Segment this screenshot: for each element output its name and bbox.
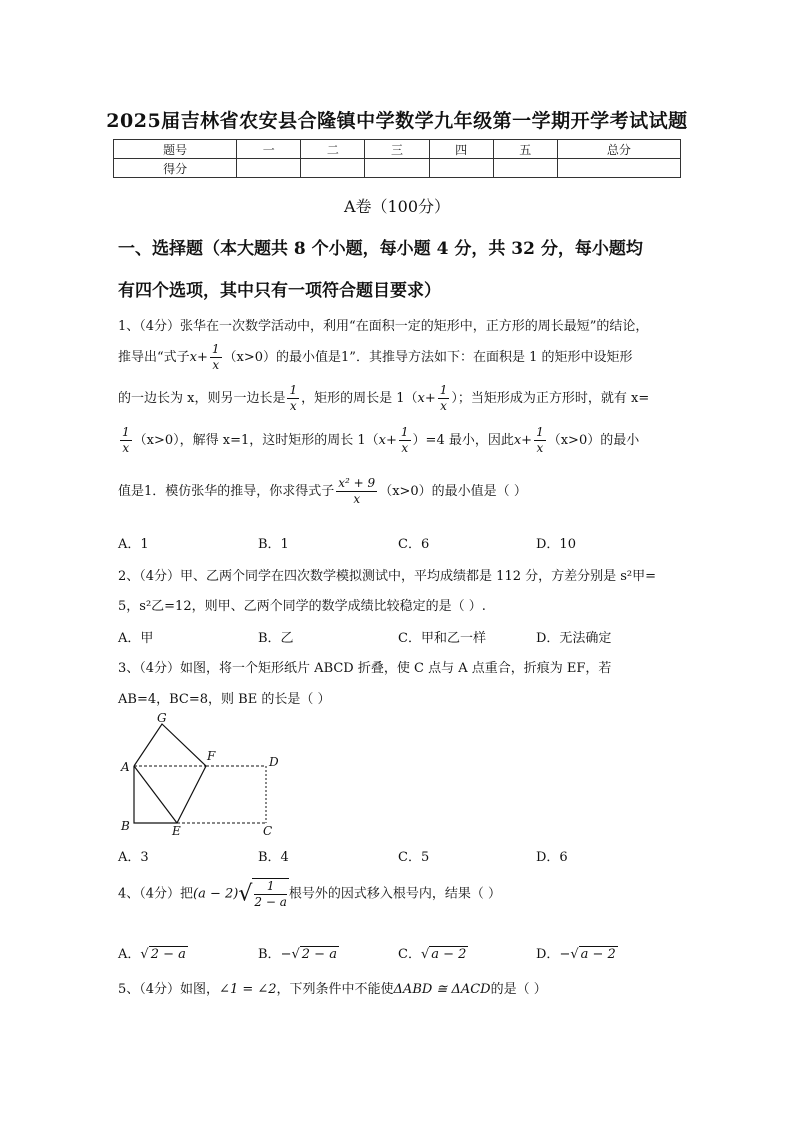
q1-line5: 值是1．模仿张华的推导，你求得式子 $\frac{\text{x² + 9}}{x}$ （x>0）的最小值是（ ） xyxy=(118,476,527,506)
score-cell xyxy=(429,159,493,178)
q1-option-b[interactable]: B．1 xyxy=(258,537,289,552)
fold-pentagon xyxy=(134,724,206,823)
radicand: $\frac{1}{2 - a}$ xyxy=(254,879,287,909)
q4-line: 4、（4分）把(a − 2)√ $\frac{1}{2 - a}$ 根号外的因式移入根号内，结果（ ） xyxy=(118,879,502,909)
q3-option-b[interactable]: B．4 xyxy=(258,850,289,865)
q3-line1: 3、（4分）如图，将一个矩形纸片 ABCD 折叠，使 C 点与 A 点重合，折痕为 EF，若 xyxy=(118,661,612,676)
q3-line2: AB=4，BC=8，则 BE 的长是（ ） xyxy=(118,692,331,707)
q3-option-c[interactable]: C．5 xyxy=(398,850,430,865)
score-cell xyxy=(557,159,680,178)
score-header-cell: 二 xyxy=(301,140,365,159)
q3-fold-figure xyxy=(115,708,295,840)
score-header-cell: 三 xyxy=(365,140,429,159)
q2-option-b[interactable]: B．乙 xyxy=(258,631,294,646)
sqrt-icon: √ xyxy=(140,947,149,962)
label-e: E xyxy=(172,824,181,838)
score-table-header-row xyxy=(114,140,681,159)
q1-line4: $\frac{1}{x}$ （x>0），解得 x=1，这时矩形的周长 1（x+ $\frac{1}{x}$ ）=4 最小，因此x+ $\frac{1}{x}$ （x>0）的最小 xyxy=(122,425,640,455)
label-b: B xyxy=(121,819,130,833)
label-d: D xyxy=(269,755,279,769)
q1-line3: 的一边长为 x，则另一边长是 $\frac{1}{x}$ ，矩形的周长是 1（x+ $\frac{1}{x}$ ）；当矩形成为正方形时，就有 x= xyxy=(118,383,650,413)
score-header-cell: 五 xyxy=(493,140,557,159)
score-header-cell: 题号 xyxy=(114,140,237,159)
score-cell xyxy=(493,159,557,178)
fraction-x2-plus-9-over-x: $\frac{\text{x² + 9}}{x}$ xyxy=(338,476,376,506)
score-header-cell: 总分 xyxy=(557,140,680,159)
q1-line1: 1、（4分）张华在一次数学活动中，利用“在面积一定的矩形中，正方形的周长最短”的结论， xyxy=(118,319,649,334)
label-a: A xyxy=(121,760,130,774)
score-cell xyxy=(365,159,429,178)
sqrt-icon: √ xyxy=(570,947,579,962)
fraction-1-over-x: $\frac{1}{x}$ xyxy=(400,425,409,455)
q1-option-a[interactable]: A．1 xyxy=(118,537,149,552)
q2-line2: 5，s²乙=12，则甲、乙两个同学的数学成绩比较稳定的是（ ）. xyxy=(118,599,486,614)
fraction-1-over-x: $\frac{1}{x}$ xyxy=(122,425,130,455)
q5-line: 5、（4分）如图，∠1 = ∠2，下列条件中不能使ΔABD ≅ ΔACD的是（ ） xyxy=(118,982,547,997)
sqrt-icon: √ xyxy=(291,947,300,962)
q3-option-d[interactable]: D．6 xyxy=(536,850,568,865)
q1-option-d[interactable]: D．10 xyxy=(536,537,576,552)
q2-option-d[interactable]: D．无法确定 xyxy=(536,631,612,646)
q4-option-a[interactable]: A．√ 2 − a xyxy=(118,947,186,962)
fraction-1-over-x: $\frac{1}{x}$ xyxy=(289,383,298,413)
fraction-1-over-x: $\frac{1}{x}$ xyxy=(211,342,220,372)
sqrt-icon: √ xyxy=(420,947,430,962)
q3-option-a[interactable]: A．3 xyxy=(118,850,149,865)
fraction-1-over-x: $\frac{1}{x}$ xyxy=(536,425,544,455)
segment-ae xyxy=(134,766,177,823)
score-table-row xyxy=(114,159,681,178)
radical-sign-icon: √ xyxy=(238,881,253,907)
part1-heading-line2: 有四个选项，其中只有一项符合题目要求） xyxy=(118,281,441,301)
fraction-1-over-x: $\frac{1}{x}$ xyxy=(439,383,448,413)
q2-line1: 2、（4分）甲、乙两个同学在四次数学模拟测试中，平均成绩都是 112 分，方差分别是 s²甲= xyxy=(118,569,657,584)
q4-option-d[interactable]: D．−√ a − 2 xyxy=(536,947,616,962)
q2-option-a[interactable]: A．甲 xyxy=(118,631,154,646)
q1-option-c[interactable]: C．6 xyxy=(398,537,430,552)
score-header-cell: 一 xyxy=(237,140,301,159)
q4-option-b[interactable]: B．−√ 2 − a xyxy=(258,947,337,962)
score-table xyxy=(113,139,681,178)
score-cell xyxy=(237,159,301,178)
score-header-cell: 四 xyxy=(429,140,493,159)
part1-heading-line1: 一、选择题（本大题共 8 个小题，每小题 4 分，共 32 分，每小题均 xyxy=(118,239,643,259)
q1-line2: 推导出“式子x+ $\frac{1}{x}$ （x>0）的最小值是1”．其推导方法如下：在面积是 1 的矩形中设矩形 xyxy=(118,342,633,372)
section-a-heading: A卷（100分） xyxy=(343,197,451,216)
score-row-label: 得分 xyxy=(114,159,237,178)
label-c: C xyxy=(263,824,273,838)
q2-option-c[interactable]: C．甲和乙一样 xyxy=(398,631,486,646)
page-title: 2025届吉林省农安县合隆镇中学数学九年级第一学期开学考试试题 xyxy=(106,110,688,132)
label-g: G xyxy=(157,711,167,725)
score-cell xyxy=(301,159,365,178)
label-f: F xyxy=(207,749,216,763)
q4-option-c[interactable]: C．√ a − 2 xyxy=(398,947,467,962)
